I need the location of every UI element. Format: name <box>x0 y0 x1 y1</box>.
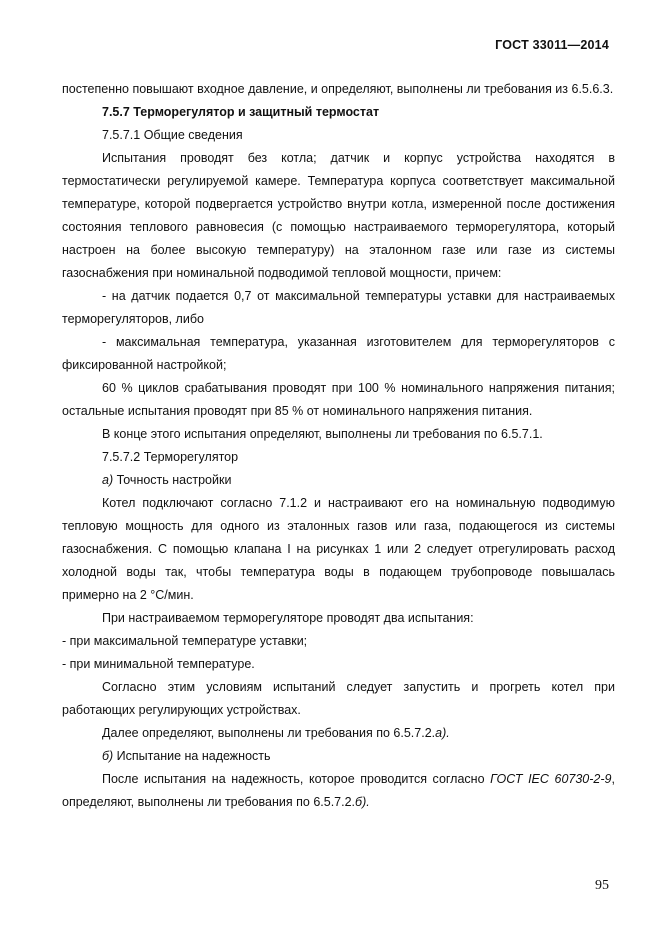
item-b-heading <box>62 745 615 768</box>
standard-reference: ГОСТ IEC 60730-2-9 <box>490 772 612 786</box>
subsection-heading-7-5-7-1: 7.5.7.1 Общие сведения <box>102 128 243 142</box>
item-a-title: Точность настройки <box>113 473 232 487</box>
document-body <box>62 78 615 814</box>
paragraph-after-text: После испытания на надежность, которое проводится согласно <box>102 772 491 786</box>
paragraph-end-check: В конце этого испытания определяют, выполнены ли требования по 6.5.7.1. <box>102 427 543 441</box>
item-a-label: а) <box>102 473 114 487</box>
paragraph-boiler: Котел подключают согласно 7.1.2 и настраивают его на номинальную подводимую тепловую мощность для одного из эталонных газов или газа, подающегося из системы газоснабжения. С помощью клапана I на рисунках 1 или 2 следует отрегулировать расход холодной воды так, чтобы температура воды в подающем трубопроводе повышалась примерно на 2 °С/мин. <box>62 496 615 602</box>
paragraph-then <box>62 722 615 745</box>
paragraph-then-ref: а). <box>435 726 450 740</box>
paragraph-after-ref: б). <box>355 795 370 809</box>
paragraph-two-tests: При настраиваемом терморегуляторе проводят два испытания: <box>102 611 474 625</box>
document-header: ГОСТ 33011—2014 <box>495 38 609 52</box>
item-a-heading <box>62 469 615 492</box>
paragraph-then-text: Далее определяют, выполнены ли требования по 6.5.7.2. <box>102 726 436 740</box>
dash-item-max-temp: - максимальная температура, указанная изготовителем для терморегуляторов с фиксированной настройкой; <box>62 335 615 372</box>
paragraph-tests: Испытания проводят без котла; датчик и корпус устройства находятся в термостатически регулируемой камере. Температура корпуса соответствует максимальной температуре, которой подвергается устройство внутри котла, измеренной после достижения состояния теплового равновесия (с помощью настраиваемого терморегулятора, который настроен на более высокую температуру) на эталонном газе или газе из системы газоснабжения при номинальной подводимой тепловой мощности, причем: <box>62 151 615 280</box>
page-number: 95 <box>595 878 609 893</box>
item-b-label: б) <box>102 749 114 763</box>
subsection-heading-7-5-7-2: 7.5.7.2 Терморегулятор <box>102 450 239 464</box>
paragraph-continuation: постепенно повышают входное давление, и определяют, выполнены ли требования из 6.5.6.3. <box>62 82 614 96</box>
item-b-title: Испытание на надежность <box>113 749 271 763</box>
dash-item-sensor: - на датчик подается 0,7 от максимальной температуры уставки для настраиваемых терморегуляторов, либо <box>62 289 615 326</box>
section-heading-7-5-7: 7.5.7 Терморегулятор и защитный термостат <box>102 105 380 119</box>
paragraph-cycles: 60 % циклов срабатывания проводят при 100 % номинального напряжения питания; остальные испытания проводят при 85 % от номинального напряжения питания. <box>62 381 615 418</box>
list-item-min: - при минимальной температуре. <box>62 657 255 671</box>
paragraph-after-mid: , определяют, выполнены ли требования по 6.5.7.2. <box>62 772 615 809</box>
paragraph-start: Согласно этим условиям испытаний следует запустить и прогреть котел при работающих регулирующих устройствах. <box>62 680 615 717</box>
paragraph-after <box>62 768 615 814</box>
list-item-max: - при максимальной температуре уставки; <box>62 634 308 648</box>
